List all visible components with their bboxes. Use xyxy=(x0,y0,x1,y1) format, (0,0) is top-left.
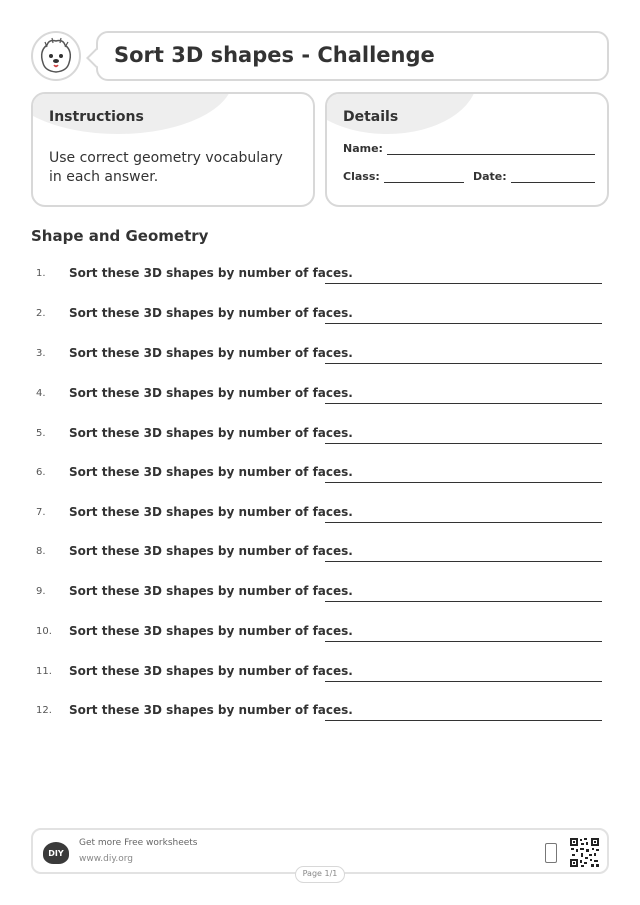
question-number: 8. xyxy=(36,546,46,557)
question-text: Sort these 3D shapes by number of faces. xyxy=(69,664,353,678)
class-label: Class: xyxy=(343,170,380,183)
question-number: 6. xyxy=(36,467,46,478)
answer-line[interactable] xyxy=(325,363,602,364)
footer-title: Get more Free worksheets xyxy=(79,838,198,848)
question-row xyxy=(36,463,602,483)
question-number: 2. xyxy=(36,308,46,319)
question-text: Sort these 3D shapes by number of faces. xyxy=(69,386,353,400)
question-row xyxy=(36,424,602,444)
question-text: Sort these 3D shapes by number of faces. xyxy=(69,584,353,598)
question-text: Sort these 3D shapes by number of faces. xyxy=(69,624,353,638)
question-text: Sort these 3D shapes by number of faces. xyxy=(69,266,353,280)
question-text: Sort these 3D shapes by number of faces. xyxy=(69,465,353,479)
question-number: 9. xyxy=(36,586,46,597)
page-title: Sort 3D shapes - Challenge xyxy=(114,43,435,67)
date-label: Date: xyxy=(473,170,507,183)
answer-line[interactable] xyxy=(325,681,602,682)
answer-line[interactable] xyxy=(325,641,602,642)
answer-line[interactable] xyxy=(325,323,602,324)
question-row xyxy=(36,662,602,682)
question-text: Sort these 3D shapes by number of faces. xyxy=(69,544,353,558)
instructions-text: Use correct geometry vocabulary in each answer. xyxy=(49,150,283,185)
question-text: Sort these 3D shapes by number of faces. xyxy=(69,306,353,320)
question-row xyxy=(36,304,602,324)
question-row xyxy=(36,264,602,284)
answer-line[interactable] xyxy=(325,403,602,404)
class-input-line[interactable] xyxy=(384,171,464,183)
question-row xyxy=(36,384,602,404)
answer-line[interactable] xyxy=(325,601,602,602)
question-number: 3. xyxy=(36,348,46,359)
question-row xyxy=(36,542,602,562)
date-input-line[interactable] xyxy=(511,171,595,183)
question-text: Sort these 3D shapes by number of faces. xyxy=(69,346,353,360)
answer-line[interactable] xyxy=(325,522,602,523)
question-number: 12. xyxy=(36,705,52,716)
page-indicator: Page 1/1 xyxy=(295,866,345,883)
question-number: 7. xyxy=(36,507,46,518)
section-title: Shape and Geometry xyxy=(31,227,209,245)
question-number: 10. xyxy=(36,626,52,637)
qr-code-icon xyxy=(569,837,600,868)
answer-line[interactable] xyxy=(325,443,602,444)
date-field[interactable] xyxy=(473,170,595,183)
question-row xyxy=(36,622,602,642)
class-field[interactable] xyxy=(343,170,464,183)
question-number: 11. xyxy=(36,666,52,677)
name-input-line[interactable] xyxy=(387,143,595,155)
question-number: 4. xyxy=(36,388,46,399)
title-box xyxy=(96,31,609,81)
question-row xyxy=(36,582,602,602)
instructions-heading: Instructions xyxy=(49,109,144,125)
answer-line[interactable] xyxy=(325,720,602,721)
question-row xyxy=(36,701,602,721)
name-label: Name: xyxy=(343,142,383,155)
diy-logo-icon[interactable]: DIY xyxy=(43,842,69,864)
question-row xyxy=(36,503,602,523)
details-panel xyxy=(325,92,609,207)
details-heading: Details xyxy=(343,109,399,125)
question-number: 5. xyxy=(36,428,46,439)
question-number: 1. xyxy=(36,268,46,279)
answer-line[interactable] xyxy=(325,482,602,483)
footer-url[interactable]: www.diy.org xyxy=(79,854,133,864)
mascot-icon xyxy=(31,31,81,81)
answer-line[interactable] xyxy=(325,283,602,284)
answer-line[interactable] xyxy=(325,561,602,562)
instructions-panel xyxy=(31,92,315,207)
question-text: Sort these 3D shapes by number of faces. xyxy=(69,703,353,717)
phone-icon xyxy=(545,843,557,863)
question-row xyxy=(36,344,602,364)
name-field[interactable] xyxy=(343,142,595,155)
question-text: Sort these 3D shapes by number of faces. xyxy=(69,426,353,440)
question-text: Sort these 3D shapes by number of faces. xyxy=(69,505,353,519)
